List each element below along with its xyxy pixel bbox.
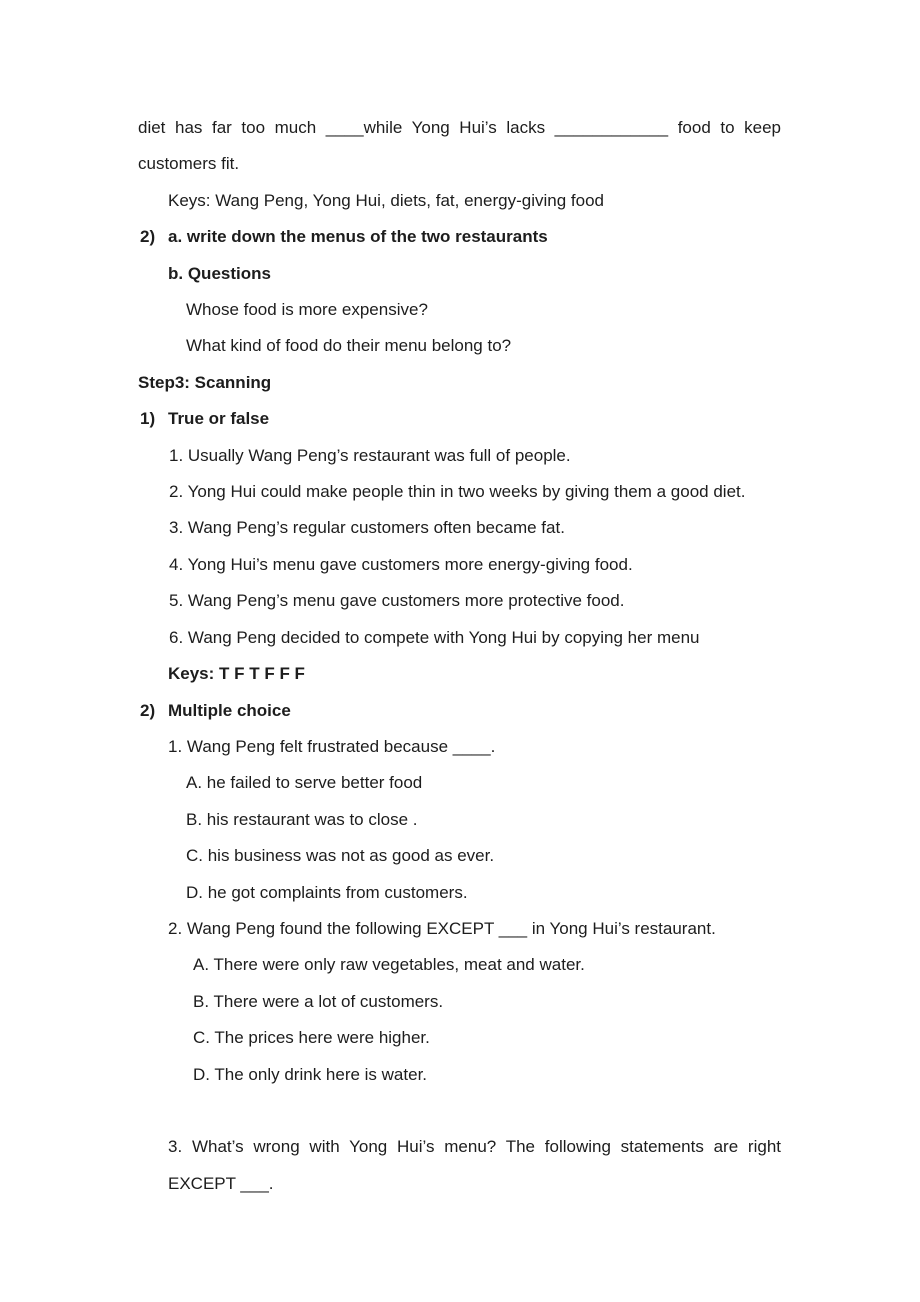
multiple-choice-number: 2) (140, 700, 156, 720)
multiple-choice-heading (138, 693, 781, 729)
tf-statement-1: 1. Usually Wang Peng’s restaurant was full of people. (169, 445, 571, 465)
mc-q2-option-a: A. There were only raw vegetables, meat and water. (193, 955, 585, 975)
mc-q3-stem-line-2: EXCEPT ___. (168, 1173, 274, 1193)
mc-q1-option-d: D. he got complaints from customers. (186, 882, 468, 902)
mc-q3-stem-line-1: 3. What’s wrong with Yong Hui’s menu? The following statements are right (168, 1137, 781, 1157)
mc-q2-option-d: D. The only drink here is water. (193, 1064, 428, 1084)
true-false-title: True or false (168, 409, 270, 429)
task2-question-1: Whose food is more expensive? (186, 300, 428, 320)
tf-statement-6: 6. Wang Peng decided to compete with Yong Hui by copying her menu (169, 627, 700, 647)
mc-q1-option-a: A. he failed to serve better food (186, 773, 423, 793)
document-body (138, 110, 781, 1202)
true-false-heading (138, 401, 781, 437)
fill-paragraph-line-1: diet has far too much ____while Yong Hui’s lacks ____________ food to keep (138, 118, 781, 137)
mc-q1-option-b: B. his restaurant was to close . (186, 809, 418, 829)
mc-q1-stem: 1. Wang Peng felt frustrated because ____. (168, 736, 496, 756)
mc-q2-option-b: B. There were a lot of customers. (193, 991, 444, 1011)
multiple-choice-title: Multiple choice (168, 700, 291, 720)
task2-item-b: b. Questions (168, 263, 271, 283)
mc-q2-option-c: C. The prices here were higher. (193, 1028, 430, 1048)
step3-heading: Step3: Scanning (138, 372, 272, 392)
task2-item-a-label: a. write down the menus of the two restaurants (168, 227, 548, 247)
task2-item-a (138, 219, 781, 255)
fill-paragraph-line-2: customers fit. (138, 154, 240, 174)
tf-statement-4: 4. Yong Hui’s menu gave customers more energy-giving food. (169, 554, 633, 574)
fill-paragraph-keys: Keys: Wang Peng, Yong Hui, diets, fat, energy-giving food (168, 190, 604, 210)
blank-line (138, 1093, 781, 1129)
mc-q2-stem: 2. Wang Peng found the following EXCEPT ___ in Yong Hui’s restaurant. (168, 918, 716, 938)
mc-q1-option-c: C. his business was not as good as ever. (186, 846, 495, 866)
true-false-number: 1) (140, 409, 156, 429)
tf-statement-3: 3. Wang Peng’s regular customers often became fat. (169, 518, 565, 538)
task2-question-2: What kind of food do their menu belong to? (186, 336, 512, 356)
task2-number: 2) (140, 227, 156, 247)
tf-statement-2: 2. Yong Hui could make people thin in two weeks by giving them a good diet. (169, 482, 746, 502)
tf-statement-5: 5. Wang Peng’s menu gave customers more protective food. (169, 591, 625, 611)
tf-keys: Keys: T F T F F F (168, 664, 305, 684)
